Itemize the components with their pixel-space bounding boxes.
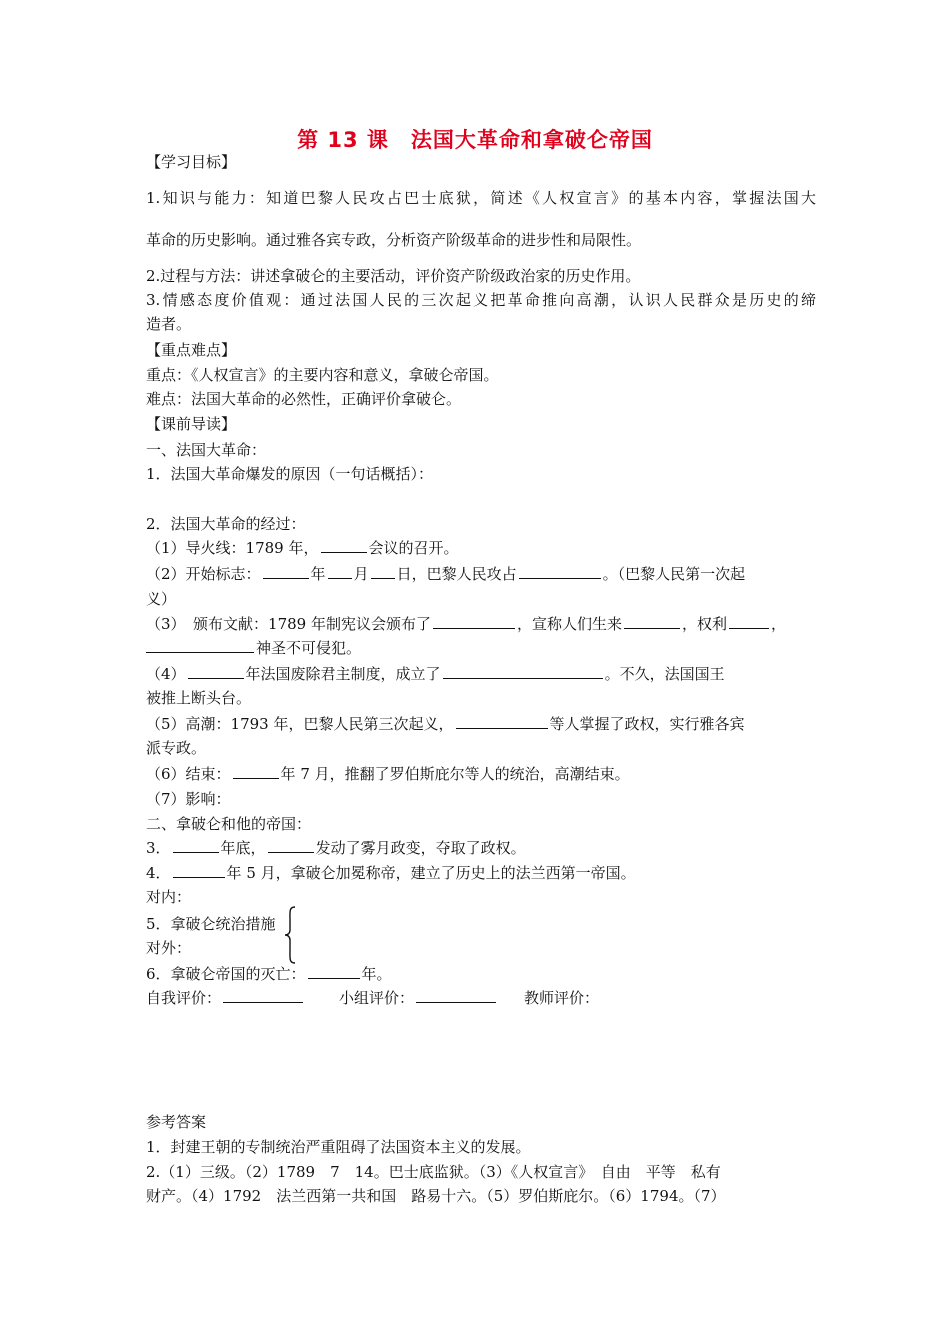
answer-line: 2.（1）三级。（2）1789 7 14。巴士底监狱。（3）《人权宣言》 自由 平等 私有 [146, 1163, 721, 1181]
self-eval-blank[interactable] [223, 988, 303, 1003]
question-line: 6．拿破仑帝国的灭亡： 年。 [146, 965, 392, 983]
fill-blank[interactable] [188, 664, 244, 679]
fill-blank[interactable] [328, 564, 352, 579]
fill-blank[interactable] [173, 838, 219, 853]
fill-blank[interactable] [729, 614, 769, 629]
fill-blank[interactable] [173, 863, 225, 878]
goal-line: 造者。 [146, 315, 192, 333]
section-heading: 一、法国大革命： [146, 441, 267, 459]
fill-blank[interactable] [433, 614, 515, 629]
fill-blank[interactable] [268, 838, 314, 853]
goal-line: 革命的历史影响。通过雅各宾专政，分析资产阶级革命的进步性和局限性。 [146, 231, 642, 249]
fill-blank[interactable] [308, 964, 360, 979]
question-line: 4． 年 5 月，拿破仑加冕称帝，建立了历史上的法兰西第一帝国。 [146, 864, 636, 882]
measures-inner-label: 对内： [146, 888, 192, 906]
question-line: （3） 颁布文献：1789 年制宪议会颁布了 ，宣称人们生来 ，权利 ， [146, 615, 787, 633]
measures-line: 5．拿破仑统治措施 [146, 915, 276, 933]
fill-blank[interactable] [263, 564, 309, 579]
goals-heading: 【学习目标】 [146, 153, 237, 171]
question-line: 1．法国大革命爆发的原因（一句话概括）： [146, 465, 434, 483]
fill-blank[interactable] [519, 564, 601, 579]
section-heading: 二、拿破仑和他的帝国： [146, 815, 312, 833]
question-line: （4） 年法国废除君主制度，成立了 。不久，法国国王 [146, 665, 725, 683]
fill-blank[interactable] [624, 614, 680, 629]
fill-blank[interactable] [321, 538, 367, 553]
question-line: 2．法国大革命的经过： [146, 515, 306, 533]
key-line: 重点：《人权宣言》的主要内容和意义，拿破仑帝国。 [146, 366, 499, 384]
fill-blank[interactable] [456, 714, 548, 729]
goal-line: 1.知识与能力：知道巴黎人民攻占巴士底狱，简述《人权宣言》的基本内容，掌握法国大 [146, 189, 816, 207]
fill-blank[interactable] [443, 664, 603, 679]
answer-line: 财产。（4）1792 法兰西第一共和国 路易十六。（5）罗伯斯庇尔。（6）1794。（7） [146, 1187, 726, 1205]
evaluation-line [146, 988, 816, 1008]
question-line: 神圣不可侵犯。 [146, 638, 816, 658]
question-line: 3． 年底， 发动了雾月政变，夺取了政权。 [146, 839, 526, 857]
question-line: （7）影响： [146, 790, 231, 808]
key-heading: 【重点难点】 [146, 341, 237, 359]
goal-line: 2.过程与方法：讲述拿破仑的主要活动，评价资产阶级政治家的历史作用。 [146, 267, 641, 285]
question-line: （1）导火线：1789 年， 会议的召开。 [146, 539, 459, 557]
key-line: 难点：法国大革命的必然性，正确评价拿破仑。 [146, 390, 462, 408]
group-eval-blank[interactable] [416, 988, 496, 1003]
fill-blank[interactable] [233, 764, 279, 779]
group-eval-label: 小组评价： [339, 989, 415, 1007]
question-line: （2）开始标志： 年 月 日，巴黎人民攻占 。（巴黎人民第一次起 [146, 565, 746, 583]
answers-heading: 参考答案 [146, 1113, 207, 1131]
fill-blank[interactable] [371, 564, 395, 579]
fill-blank[interactable] [146, 638, 254, 653]
self-eval-label: 自我评价： [146, 989, 222, 1007]
teacher-eval-label: 教师评价： [524, 989, 600, 1007]
question-line: （5）高潮：1793 年，巴黎人民第三次起义， 等人掌握了政权，实行雅各宾 [146, 715, 745, 733]
question-line: 义） [146, 590, 177, 608]
question-line: 派专政。 [146, 739, 207, 757]
page-title: 第 13 课 法国大革命和拿破仑帝国 [297, 128, 653, 152]
question-line: （6）结束： 年 7 月，推翻了罗伯斯庇尔等人的统治，高潮结束。 [146, 765, 630, 783]
goal-line: 3.情感态度价值观：通过法国人民的三次起义把革命推向高潮，认识人民群众是历史的缔 [146, 291, 816, 309]
question-line: 被推上断头台。 [146, 689, 252, 707]
measures-outer-label: 对外： [146, 939, 192, 957]
answer-line: 1．封建王朝的专制统治严重阻碍了法国资本主义的发展。 [146, 1138, 531, 1156]
guide-heading: 【课前导读】 [146, 415, 237, 433]
